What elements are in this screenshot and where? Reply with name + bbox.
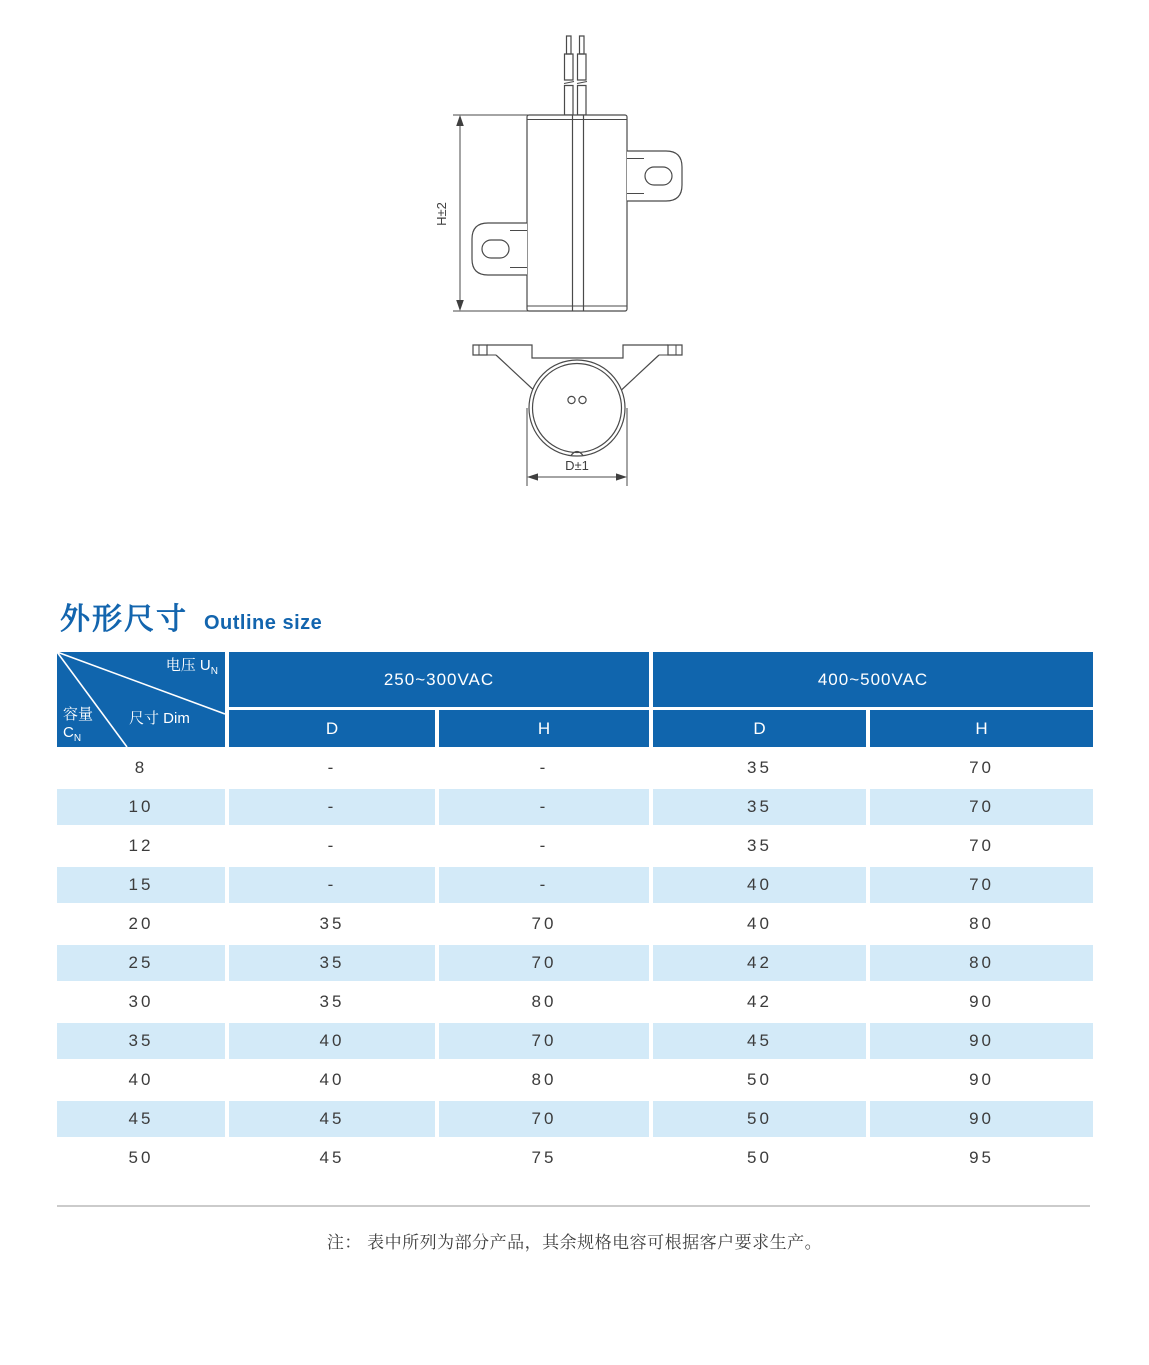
section-title [60,594,322,638]
capacity-cell: 12 [57,828,225,864]
capacity-cell: 20 [57,906,225,942]
table-row [57,1140,1093,1176]
capacity-cell: 10 [57,789,225,825]
value-cell: 80 [870,906,1093,942]
table-row [57,1023,1093,1059]
col-header-d1: D [229,710,435,747]
capacity-cell: 25 [57,945,225,981]
value-cell: - [439,867,649,903]
value-cell: - [439,789,649,825]
value-cell: 70 [439,1023,649,1059]
value-cell: 42 [653,984,866,1020]
value-cell: 50 [653,1140,866,1176]
footnote: 注： 表中所列为部分产品，其余规格电容可根据客户要求生产。 [326,1233,823,1252]
value-cell: - [229,750,435,786]
table-row [57,750,1093,786]
capacity-cell: 30 [57,984,225,1020]
divider-rule [57,1205,1090,1207]
value-cell: 35 [229,906,435,942]
capacity-cell: 40 [57,1062,225,1098]
value-cell: 70 [870,789,1093,825]
value-cell: 42 [653,945,866,981]
side-view [434,36,682,311]
height-dim-label: H±2 [434,202,449,226]
value-cell: 50 [653,1101,866,1137]
value-cell: 40 [653,867,866,903]
height-dimension [434,115,530,311]
section-title-en: Outline size [204,612,323,634]
voltage-axis-label: 电压 $U_N$ [165,657,218,677]
col-header-h1: H [439,710,649,747]
value-cell: 75 [439,1140,649,1176]
value-cell: 80 [439,984,649,1020]
capacity-cell: 8 [57,750,225,786]
value-cell: 35 [229,984,435,1020]
value-cell: 45 [229,1101,435,1137]
value-cell: 35 [653,828,866,864]
value-cell: 45 [229,1140,435,1176]
diagonal-header-cell [57,652,225,747]
value-cell: 80 [439,1062,649,1098]
value-cell: 40 [229,1023,435,1059]
value-cell: - [439,750,649,786]
value-cell: 70 [870,867,1093,903]
value-cell: 70 [439,945,649,981]
value-cell: 70 [439,906,649,942]
table-row [57,867,1093,903]
voltage-group-400-500: 400~500VAC [653,652,1093,707]
value-cell: 95 [870,1140,1093,1176]
dim-axis-label: 尺寸 Dim [129,710,190,727]
value-cell: 40 [229,1062,435,1098]
value-cell: - [229,789,435,825]
diameter-dim-label: D±1 [565,458,589,473]
col-header-d2: D [653,710,866,747]
section-title-zh: 外形尺寸 [60,603,188,636]
table-body [57,750,1093,1176]
capacitor-body [527,115,627,311]
capacity-cell: 15 [57,867,225,903]
table-row [57,906,1093,942]
value-cell: 50 [653,1062,866,1098]
value-cell: 90 [870,1101,1093,1137]
value-cell: 70 [439,1101,649,1137]
value-cell: - [229,828,435,864]
table-row [57,789,1093,825]
right-mounting-tab [627,151,682,201]
value-cell: 35 [653,750,866,786]
table-row [57,984,1093,1020]
can-outer-circle [529,360,625,456]
capacity-cell: 45 [57,1101,225,1137]
left-mounting-tab [472,223,527,275]
value-cell: 90 [870,1023,1093,1059]
bottom-view [473,345,682,486]
table-row [57,828,1093,864]
value-cell: 35 [229,945,435,981]
value-cell: 35 [653,789,866,825]
value-cell: 80 [870,945,1093,981]
value-cell: 40 [653,906,866,942]
capacity-axis-label: 容量 $C_N$ [63,706,94,744]
capacity-cell: 50 [57,1140,225,1176]
value-cell: 70 [870,828,1093,864]
outline-size-table [53,649,1097,1179]
capacitor-outline-drawing [420,18,720,518]
value-cell: 90 [870,984,1093,1020]
table-row [57,945,1093,981]
value-cell: 45 [653,1023,866,1059]
lead-wires [564,36,587,115]
capacity-cell: 35 [57,1023,225,1059]
col-header-h2: H [870,710,1093,747]
table-row [57,1062,1093,1098]
table-row [57,1101,1093,1137]
voltage-group-250-300: 250~300VAC [229,652,649,707]
value-cell: - [439,828,649,864]
value-cell: - [229,867,435,903]
value-cell: 90 [870,1062,1093,1098]
value-cell: 70 [870,750,1093,786]
